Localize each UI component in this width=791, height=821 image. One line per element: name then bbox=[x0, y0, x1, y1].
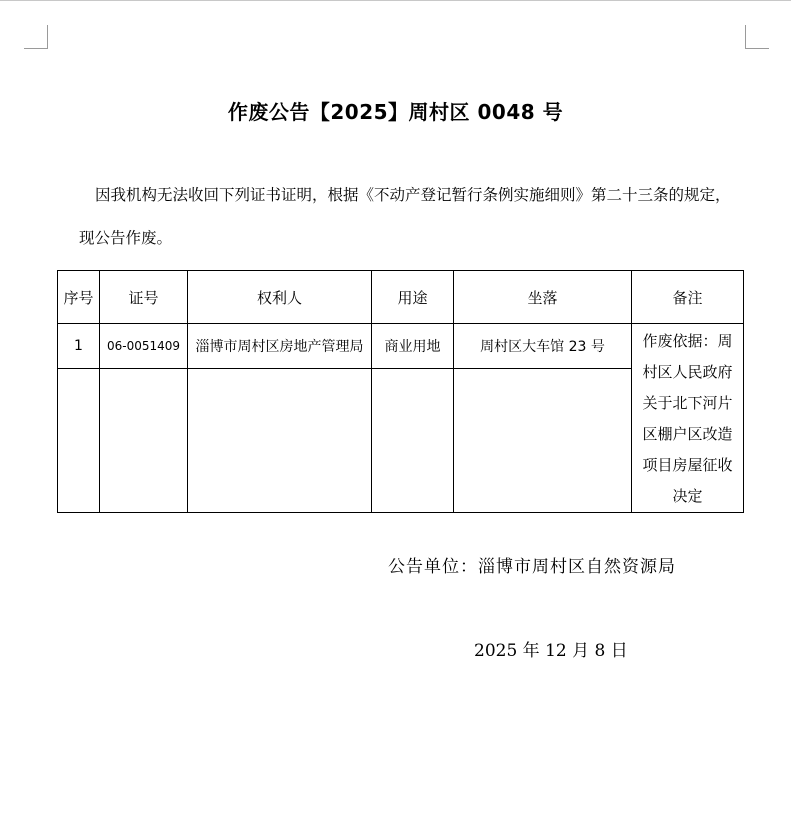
cell-index: 1 bbox=[58, 324, 100, 369]
issuer-line: 公告单位：淄博市周村区自然资源局 bbox=[388, 557, 676, 577]
empty-cell bbox=[188, 369, 372, 513]
body-paragraph-line-2: 现公告作废。 bbox=[79, 229, 173, 247]
body-paragraph-line-1: 因我机构无法收回下列证书证明，根据《不动产登记暂行条例实施细则》第二十三条的规定， bbox=[95, 186, 731, 204]
table-header-row bbox=[58, 271, 744, 324]
document-title: 作废公告【2025】周村区 0048 号 bbox=[227, 100, 564, 124]
cell-remark: 作废依据：周村区人民政府关于北下河片区棚户区改造项目房屋征收决定 bbox=[632, 324, 744, 513]
header-cert-no: 证号 bbox=[100, 271, 188, 324]
header-index: 序号 bbox=[58, 271, 100, 324]
header-usage: 用途 bbox=[372, 271, 454, 324]
cell-location: 周村区大车馆 23 号 bbox=[454, 324, 632, 369]
page-top-border bbox=[0, 0, 791, 1]
cell-owner: 淄博市周村区房地产管理局 bbox=[188, 324, 372, 369]
margin-corner-top-left bbox=[24, 25, 48, 49]
table-row bbox=[58, 324, 744, 369]
certificate-table bbox=[57, 270, 744, 513]
empty-cell bbox=[454, 369, 632, 513]
margin-corner-top-right bbox=[745, 25, 769, 49]
empty-cell bbox=[372, 369, 454, 513]
issue-date: 2025 年 12 月 8 日 bbox=[474, 641, 628, 661]
cell-cert-no: 06-0051409 bbox=[100, 324, 188, 369]
header-owner: 权利人 bbox=[188, 271, 372, 324]
empty-cell bbox=[58, 369, 100, 513]
empty-cell bbox=[100, 369, 188, 513]
header-remark: 备注 bbox=[632, 271, 744, 324]
cell-usage: 商业用地 bbox=[372, 324, 454, 369]
header-location: 坐落 bbox=[454, 271, 632, 324]
